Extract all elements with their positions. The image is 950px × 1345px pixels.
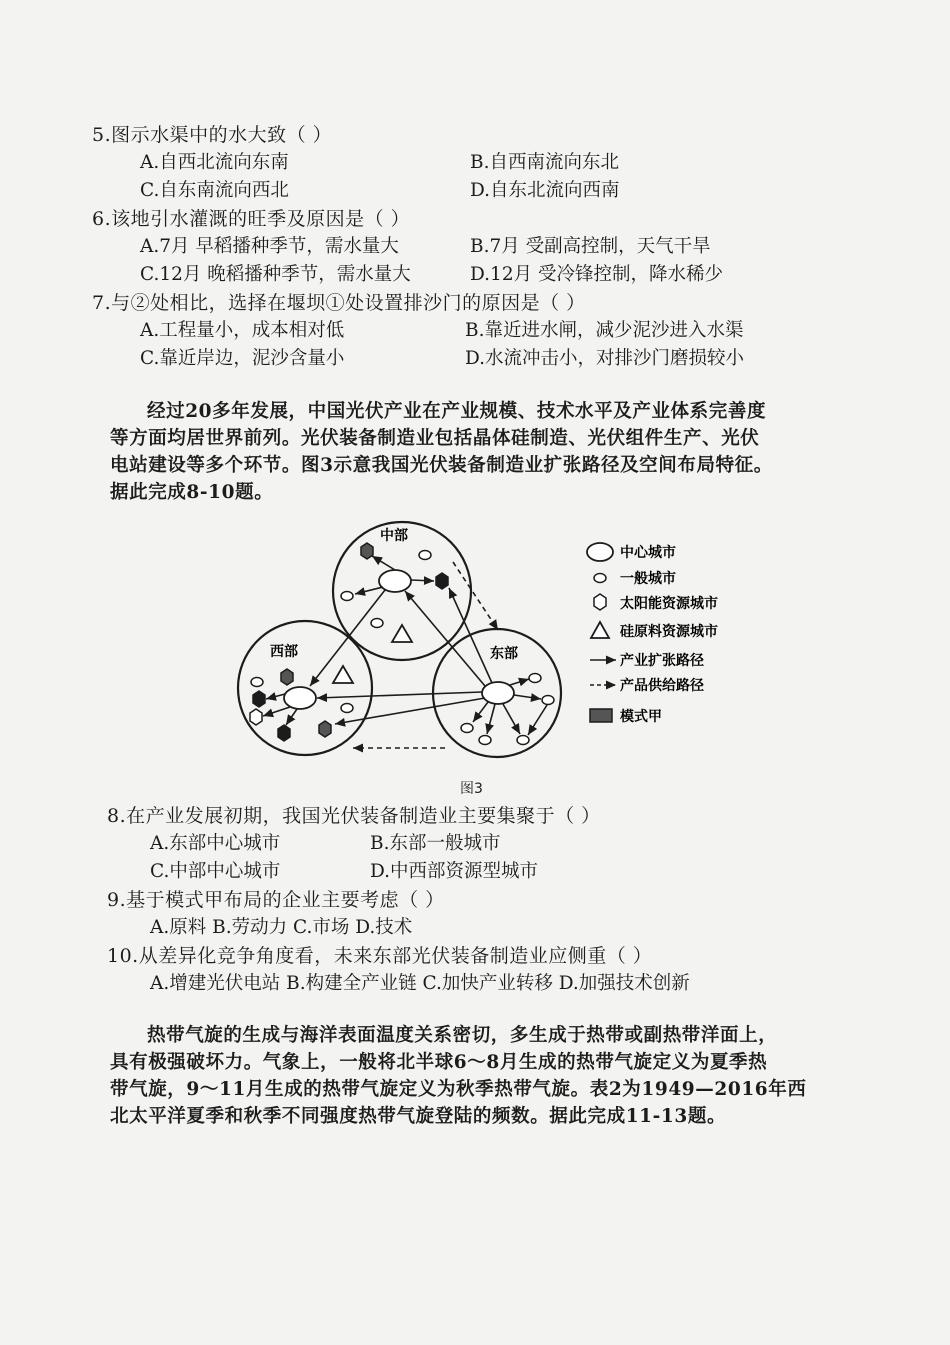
q5-option-a[interactable]: A.自西北流向东南 — [140, 152, 289, 173]
q6-option-c[interactable]: C.12月 晚稻播种季节，需水量大 — [140, 264, 411, 285]
east-center-city — [482, 682, 514, 704]
q9-stem: 9.基于模式甲布局的企业主要考虑（ ） — [107, 889, 445, 911]
west-general-city — [341, 704, 353, 713]
central-solar-city-mode-a — [361, 543, 373, 559]
passage1-line1: 经过20多年发展，中国光伏产业在产业规模、技术水平及产业体系完善度 — [147, 401, 767, 422]
expansion-arrow — [528, 705, 547, 735]
passage2-line1: 热带气旋的生成与海洋表面温度关系密切，多生成于热带或副热带洋面上， — [147, 1025, 778, 1046]
west-general-city — [251, 678, 263, 687]
expansion-arrow — [266, 694, 285, 699]
supply-arrow-central-to-east — [453, 562, 498, 630]
expansion-arrow — [263, 707, 290, 716]
expansion-arrow — [514, 695, 541, 699]
west-solar-city — [253, 691, 265, 707]
q8-stem: 8.在产业发展初期，我国光伏装备制造业主要集聚于（ ） — [107, 805, 601, 827]
central-general-city — [341, 592, 353, 601]
q8-option-a[interactable]: A.东部中心城市 — [150, 833, 281, 854]
west-solar-city — [278, 725, 290, 741]
east-general-city — [529, 674, 541, 683]
label-west: 西部 — [270, 644, 298, 660]
west-solar-city — [250, 709, 262, 725]
q6-option-b[interactable]: B.7月 受副高控制，天气干旱 — [470, 236, 711, 257]
passage-photovoltaic — [110, 398, 840, 506]
legend-mode-a: 模式甲 — [620, 709, 662, 725]
expansion-arrow — [286, 709, 297, 725]
east-general-city — [517, 736, 529, 745]
q8-option-b[interactable]: B.东部一般城市 — [370, 833, 501, 854]
figure-3-diagram — [235, 518, 755, 776]
west-silicon-city — [333, 666, 353, 683]
passage1-line2: 等方面均居世界前列。光伏装备制造业包括晶体硅制造、光伏组件生产、光伏 — [110, 428, 760, 449]
central-solar-city — [436, 573, 448, 589]
legend-center-city: 中心城市 — [620, 545, 676, 561]
east-general-city — [542, 696, 554, 705]
expansion-arrow — [355, 587, 383, 594]
expansion-arrow-east-to-west — [335, 698, 485, 724]
figure-caption: 图3 — [460, 781, 483, 797]
q7-option-b[interactable]: B.靠近进水闸，减少泥沙进入水渠 — [465, 320, 744, 341]
legend-solar-city: 太阳能资源城市 — [620, 596, 718, 612]
legend-silicon-city: 硅原料资源城市 — [620, 624, 718, 640]
expansion-arrow — [503, 704, 520, 734]
legend-general-city-symbol — [594, 574, 606, 583]
passage2-line3: 带气旋，9～11月生成的热带气旋定义为秋季热带气旋。表2为1949—2016年西 — [110, 1079, 807, 1100]
legend-mode-a-symbol — [590, 709, 612, 722]
legend-center-city-symbol — [587, 543, 613, 561]
expansion-arrow-central-to-west — [310, 590, 385, 686]
passage2-line4: 北太平洋夏季和秋季不同强度热带气旋登陆的频数。据此完成11-13题。 — [110, 1106, 727, 1127]
east-general-city — [461, 724, 473, 733]
q8-option-d[interactable]: D.中西部资源型城市 — [370, 861, 539, 882]
q5-stem: 5.图示水渠中的水大致（ ） — [92, 124, 333, 146]
q7-stem: 7.与②处相比，选择在堰坝①处设置排沙门的原因是（ ） — [92, 292, 586, 314]
expansion-arrow — [510, 679, 529, 685]
central-silicon-city — [392, 625, 412, 642]
q9-options[interactable]: A.原料 B.劳动力 C.市场 D.技术 — [150, 917, 413, 938]
label-east: 东部 — [490, 646, 518, 662]
east-general-city — [479, 736, 491, 745]
expansion-arrow — [487, 704, 495, 734]
q6-option-a[interactable]: A.7月 早稻播种季节，需水量大 — [140, 236, 399, 257]
legend-solar-city-symbol — [594, 594, 606, 610]
expansion-arrow — [473, 702, 488, 722]
label-central: 中部 — [380, 528, 408, 544]
expansion-arrow-east-to-central — [405, 591, 485, 686]
passage1-line3: 电站建设等多个环节。图3示意我国光伏装备制造业扩张路径及空间布局特征。 — [110, 455, 773, 476]
expansion-arrow — [411, 580, 434, 581]
expansion-arrow — [372, 556, 395, 570]
q7-option-c[interactable]: C.靠近岸边，泥沙含量小 — [140, 348, 345, 369]
legend-supply-path: 产品供给路径 — [620, 678, 704, 694]
passage-tropical-cyclone — [110, 1022, 840, 1130]
legend — [587, 543, 718, 725]
west-center-city — [284, 687, 316, 709]
expansion-arrow-east-to-west — [317, 692, 482, 698]
legend-general-city: 一般城市 — [620, 571, 676, 587]
legend-silicon-city-symbol — [591, 622, 609, 638]
legend-expansion-path: 产业扩张路径 — [620, 653, 704, 669]
passage2-line2: 具有极强破坏力。气象上，一般将北半球6～8月生成的热带气旋定义为夏季热 — [110, 1052, 768, 1073]
q8-option-c[interactable]: C.中部中心城市 — [150, 861, 281, 882]
central-general-city — [371, 619, 383, 628]
q10-stem: 10.从差异化竞争角度看，未来东部光伏装备制造业应侧重（ ） — [107, 945, 653, 967]
q5-option-c[interactable]: C.自东南流向西北 — [140, 180, 289, 201]
q5-option-d[interactable]: D.自东北流向西南 — [470, 180, 620, 201]
q7-option-d[interactable]: D.水流冲击小，对排沙门磨损较小 — [465, 348, 745, 369]
west-solar-city-mode-a — [281, 669, 293, 685]
q6-stem: 6.该地引水灌溉的旺季及原因是（ ） — [92, 208, 411, 230]
q10-options[interactable]: A.增建光伏电站 B.构建全产业链 C.加快产业转移 D.加强技术创新 — [150, 973, 690, 994]
q5-option-b[interactable]: B.自西南流向东北 — [470, 152, 619, 173]
passage1-line4: 据此完成8-10题。 — [110, 482, 274, 503]
central-general-city — [419, 551, 431, 560]
q7-option-a[interactable]: A.工程量小，成本相对低 — [140, 320, 345, 341]
central-center-city — [379, 570, 411, 592]
west-solar-city-mode-a — [319, 721, 331, 737]
q6-option-d[interactable]: D.12月 受冷锋控制，降水稀少 — [470, 264, 723, 285]
